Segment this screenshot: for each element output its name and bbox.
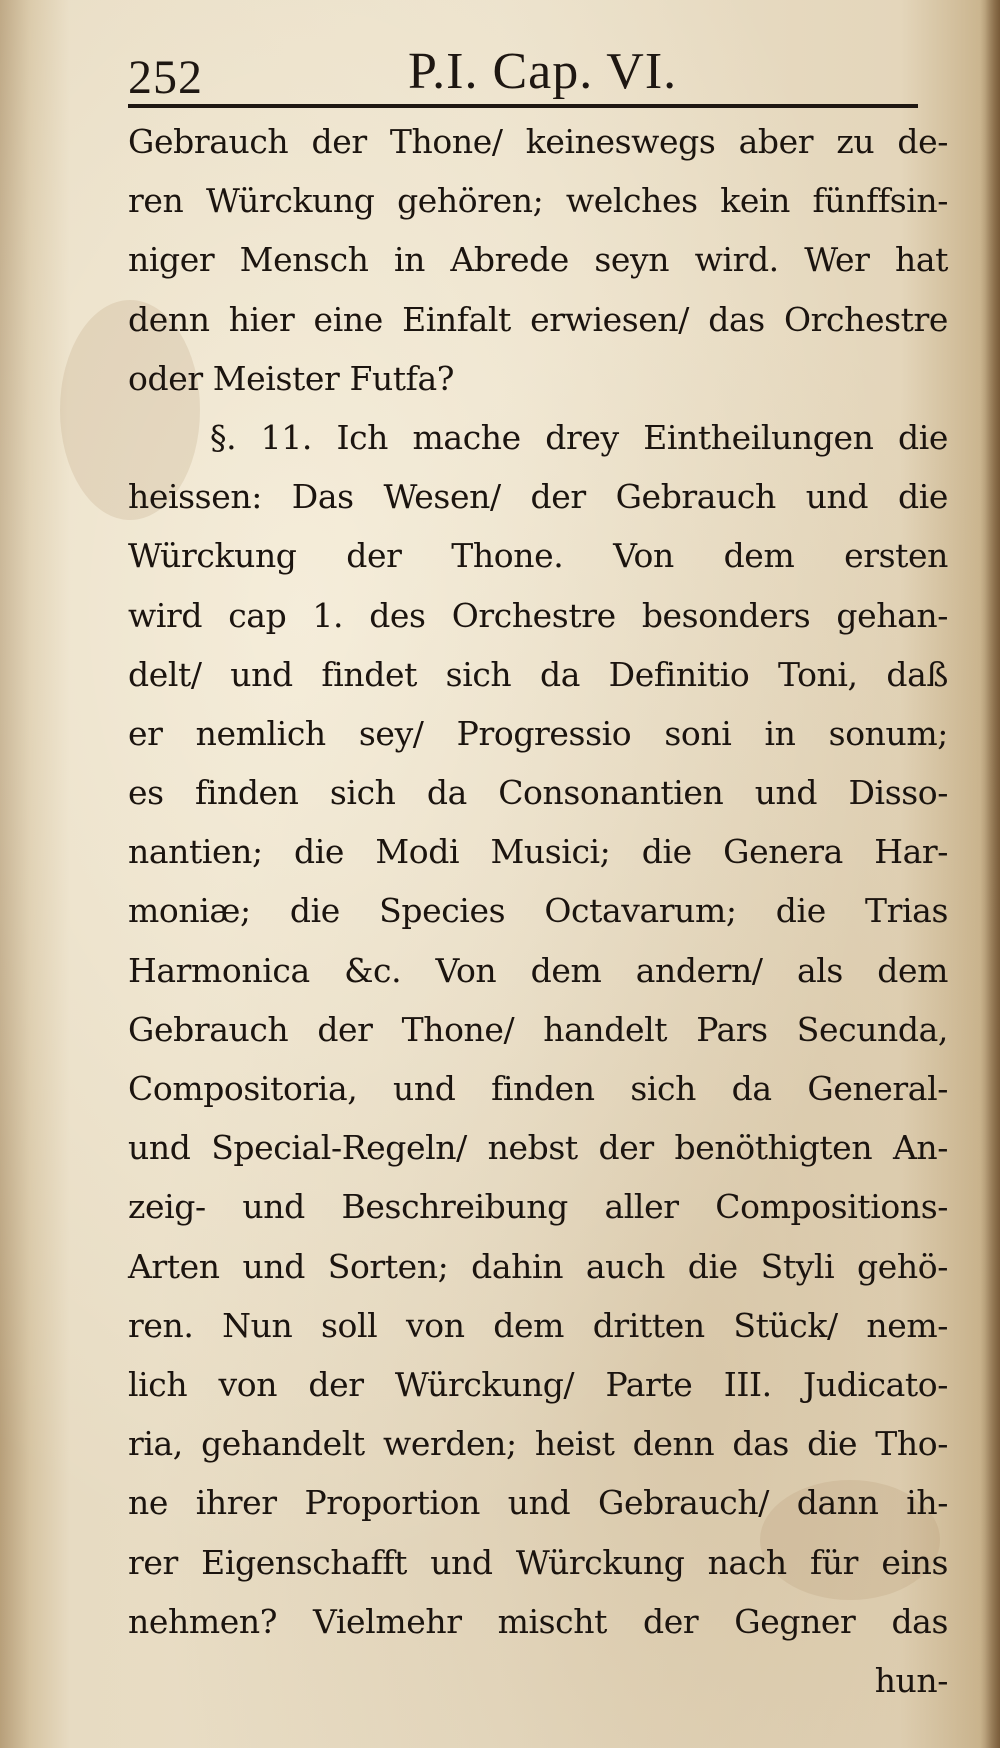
page-header (128, 40, 928, 110)
text-line: oder Meister Futfa? (128, 358, 455, 398)
text-line: lich von der Würckung/ Parte III. Judicato- (128, 1364, 948, 1404)
text-line: heissen: Das Wesen/ der Gebrauch und die (128, 477, 948, 517)
text-line: ria, gehandelt werden; heist denn das die Tho- (128, 1424, 948, 1464)
running-head: P.I. Cap. VI. (408, 43, 678, 100)
text-line: Würckung der Thone. Von dem ersten (128, 536, 948, 576)
text-line: Harmonica &c. Von dem andern/ als dem (128, 950, 948, 990)
text-line: und Special-Regeln/ nebst der benöthigten An- (128, 1128, 948, 1168)
text-line: ren Würckung gehören; welches kein fünffsin- (128, 181, 948, 221)
text-line: zeig- und Beschreibung aller Compositions- (128, 1187, 948, 1227)
text-line: Gebrauch der Thone/ handelt Pars Secunda, (128, 1009, 948, 1049)
text-line: moniæ; die Species Octavarum; die Trias (128, 891, 948, 931)
text-line: delt/ und findet sich da Definitio Toni, daß (128, 654, 948, 694)
text-line: wird cap 1. des Orchestre besonders gehan- (128, 595, 948, 635)
page-number: 252 (128, 51, 203, 104)
text-line: nantien; die Modi Musici; die Genera Har- (128, 832, 948, 872)
text-line: es finden sich da Consonantien und Disso- (128, 773, 948, 813)
text-line: niger Mensch in Abrede seyn wird. Wer hat (128, 240, 948, 280)
text-line: Compositoria, und finden sich da General- (128, 1069, 948, 1108)
text-line: ren. Nun soll von dem dritten Stück/ nem- (128, 1305, 948, 1345)
text-line: er nemlich sey/ Progressio soni in sonum; (128, 713, 948, 753)
text-line: Arten und Sorten; dahin auch die Styli gehö- (128, 1246, 948, 1286)
text-line: §. 11. Ich mache drey Eintheilungen die (210, 417, 948, 457)
text-line: hun- (874, 1660, 948, 1700)
header-rule (128, 104, 918, 108)
text-line: denn hier eine Einfalt erwiesen/ das Orchestre (128, 299, 948, 339)
page-gutter-shadow (980, 0, 1000, 1748)
text-line: nehmen? Vielmehr mischt der Gegner das (128, 1601, 948, 1641)
text-line: rer Eigenschafft und Würckung nach für eins (128, 1542, 948, 1582)
text-line: ne ihrer Proportion und Gebrauch/ dann ih- (128, 1483, 948, 1523)
body-text (128, 112, 948, 1710)
text-line: Gebrauch der Thone/ keineswegs aber zu de- (128, 122, 948, 161)
